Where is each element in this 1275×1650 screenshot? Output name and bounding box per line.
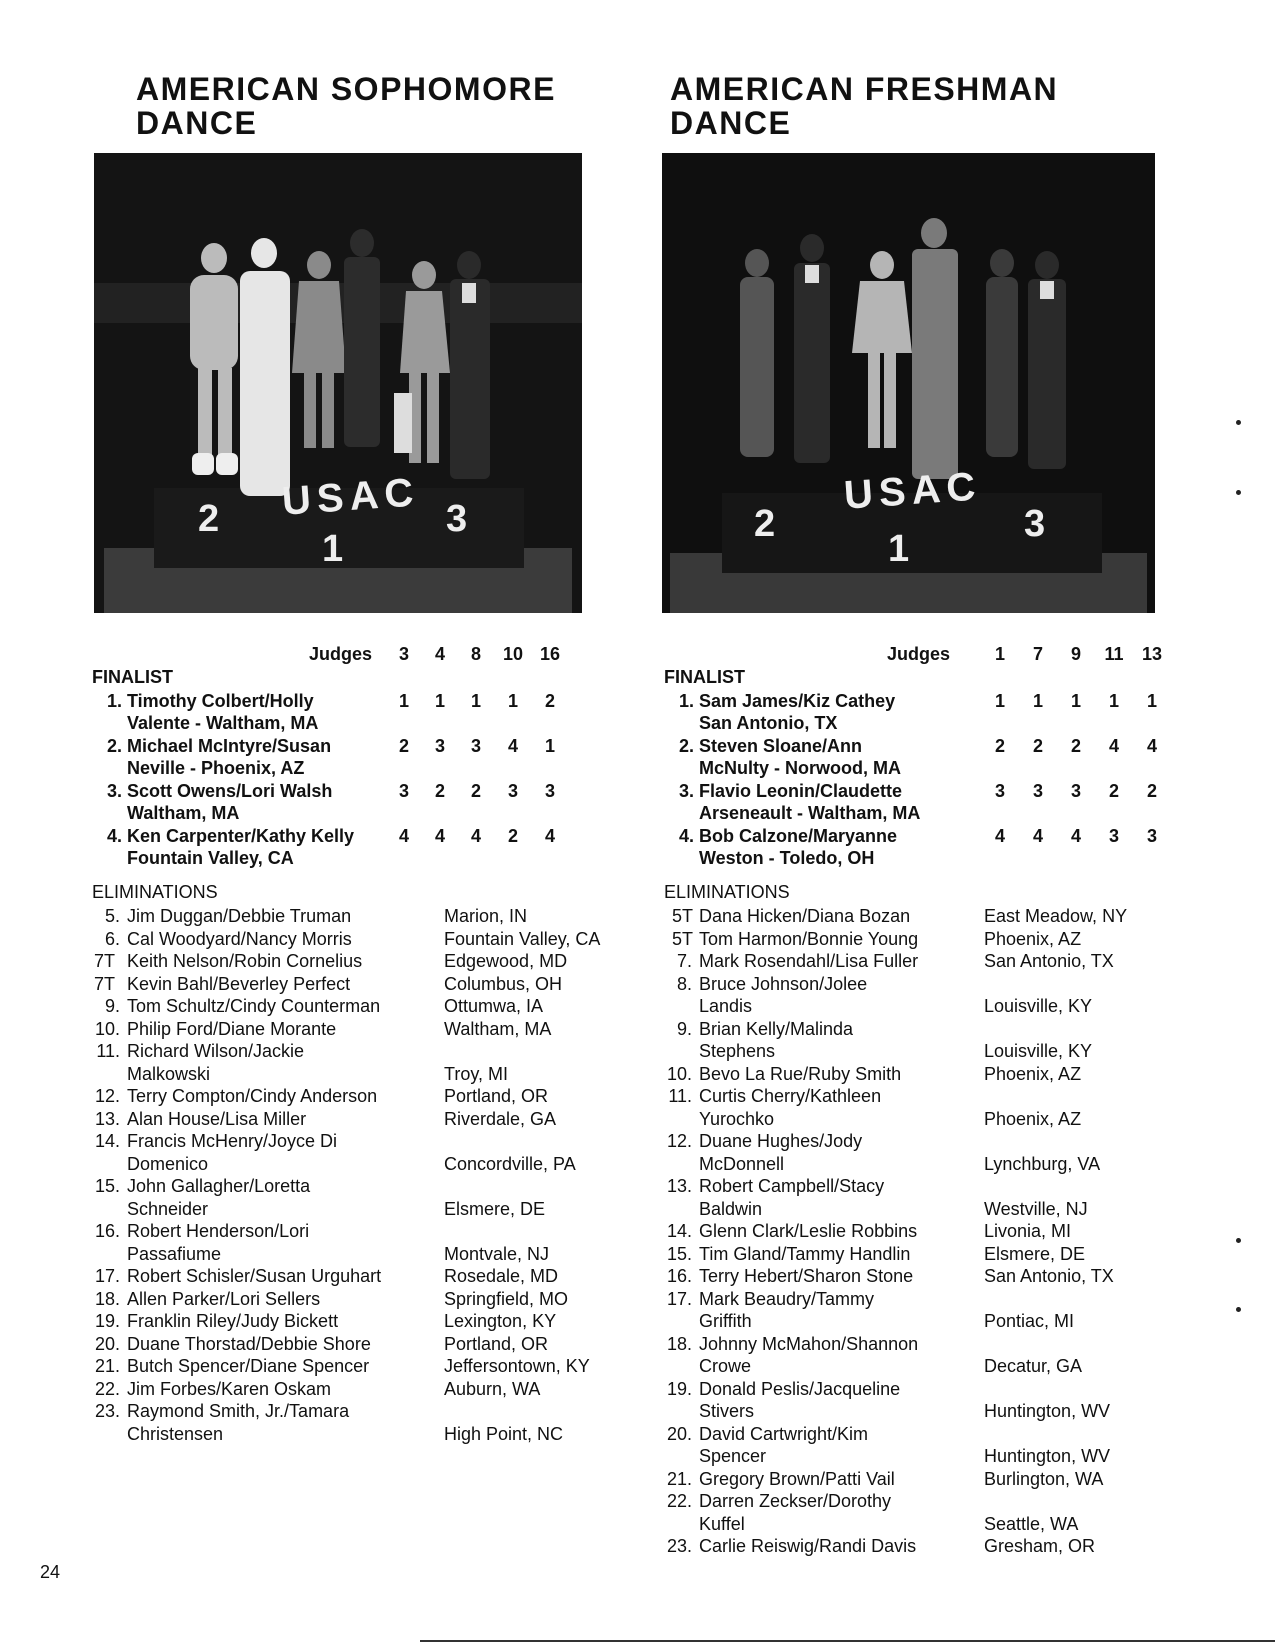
couple-name-continued: Stephens (699, 1041, 776, 1061)
couple-location: Pontiac, MI (984, 1311, 1075, 1331)
judge-number: 4 (434, 644, 445, 664)
finalist-heading: FINALIST (92, 667, 173, 687)
couple-name: Bruce Johnson/Jolee (699, 973, 868, 994)
couple-name: Richard Wilson/Jackie (127, 1041, 305, 1061)
judges-label: Judges (886, 644, 950, 664)
podium-second: 2 (198, 498, 220, 540)
couple-location: San Antonio, TX (984, 1266, 1114, 1286)
couple-name: Allen Parker/Lori Sellers (127, 1288, 321, 1309)
judges-header (90, 644, 590, 668)
placement: 10. (94, 1018, 120, 1039)
couple-location: Phoenix, AZ (984, 928, 1082, 949)
placement: 5T (672, 906, 694, 926)
placement: 10. (666, 1063, 692, 1084)
couple-location: Westville, NJ (984, 1198, 1088, 1219)
couple-location: McNulty - Norwood, MA (699, 758, 901, 778)
couple-location: Neville - Phoenix, AZ (127, 758, 305, 778)
couple-name-continued: Malkowski (127, 1063, 211, 1084)
couple-location: Springfield, MO (444, 1288, 569, 1309)
score: 1 (1146, 691, 1157, 711)
placement: 9. (676, 1018, 692, 1039)
couple-location: Seattle, WA (984, 1513, 1079, 1534)
couple-name: Brian Kelly/Malinda (699, 1018, 854, 1039)
score: 2 (507, 826, 518, 846)
couple-location: Fountain Valley, CA (444, 928, 601, 949)
scan-mark (1236, 1238, 1241, 1243)
couple-name: Bevo La Rue/Ruby Smith (699, 1063, 902, 1084)
couple-name: Robert Campbell/Stacy (699, 1176, 885, 1196)
couple-name: Scott Owens/Lori Walsh (127, 781, 333, 801)
score: 3 (994, 781, 1005, 801)
couple-location: Jeffersontown, KY (444, 1356, 590, 1376)
placement: 12. (666, 1131, 692, 1151)
couple-location: East Meadow, NY (984, 906, 1128, 926)
judge-number: 7 (1032, 644, 1043, 664)
score: 4 (544, 826, 555, 846)
finalist-row (662, 825, 1162, 871)
placement: 17. (94, 1266, 120, 1286)
couple-name: Dana Hicken/Diana Bozan (699, 906, 911, 926)
couple-name: Johnny McMahon/Shannon (699, 1333, 919, 1354)
podium-third: 3 (1024, 503, 1046, 545)
couple-name: Butch Spencer/Diane Spencer (127, 1356, 370, 1376)
podium-banner: USAC (280, 470, 421, 524)
couple-location: Troy, MI (444, 1063, 508, 1084)
placement: 23. (666, 1536, 692, 1556)
couple-name: Robert Henderson/Lori (127, 1221, 310, 1241)
placement: 7. (676, 951, 692, 971)
couple-name: Francis McHenry/Joyce Di (127, 1131, 338, 1151)
couple-location: Louisville, KY (984, 1041, 1093, 1061)
score: 1 (434, 691, 445, 711)
judge-number: 13 (1141, 644, 1163, 664)
judge-number: 8 (470, 644, 481, 664)
judge-number: 3 (398, 644, 409, 664)
couple-location: Phoenix, AZ (984, 1063, 1082, 1084)
score: 1 (470, 691, 481, 711)
couple-name: Philip Ford/Diane Morante (127, 1018, 337, 1039)
couple-name: Jim Forbes/Karen Oskam (127, 1378, 332, 1399)
couple-name: Robert Schisler/Susan Urguhart (127, 1266, 382, 1286)
couple-location: Montvale, NJ (444, 1243, 550, 1264)
placement: 13. (94, 1108, 120, 1129)
score: 3 (1070, 781, 1081, 801)
score: 4 (1146, 736, 1157, 756)
couple-location: Valente - Waltham, MA (127, 713, 319, 733)
section-title: AMERICAN SOPHOMORE DANCE (136, 71, 556, 141)
couple-location: Waltham, MA (444, 1018, 552, 1039)
page-number: 24 (40, 1562, 61, 1582)
score: 4 (507, 736, 518, 756)
judge-number: 9 (1070, 644, 1081, 664)
couple-name: Raymond Smith, Jr./Tamara (127, 1401, 350, 1421)
couple-location: Concordville, PA (444, 1153, 576, 1174)
couple-location: Lynchburg, VA (984, 1153, 1101, 1174)
placement: 13. (666, 1176, 692, 1196)
placement: 7T (94, 951, 116, 971)
couple-name: Alan House/Lisa Miller (127, 1108, 307, 1129)
score: 2 (1146, 781, 1157, 801)
couple-name: Franklin Riley/Judy Bickett (127, 1311, 339, 1331)
placement: 9. (104, 996, 120, 1016)
placement: 20. (94, 1333, 120, 1354)
score: 2 (544, 691, 555, 711)
placement: 12. (94, 1086, 120, 1106)
section-title: AMERICAN FRESHMAN DANCE (670, 71, 1059, 141)
score: 1 (1108, 691, 1119, 711)
score: 2 (470, 781, 481, 801)
placement: 8. (676, 973, 692, 994)
couple-location: San Antonio, TX (699, 713, 838, 733)
couple-name: Terry Hebert/Sharon Stone (699, 1266, 914, 1286)
couple-name: Gregory Brown/Patti Vail (699, 1468, 895, 1489)
placement: 22. (94, 1378, 120, 1399)
score: 3 (470, 736, 481, 756)
couple-name-continued: Griffith (699, 1311, 752, 1331)
score: 4 (1108, 736, 1119, 756)
score: 4 (470, 826, 481, 846)
couple-name-continued: Kuffel (699, 1513, 745, 1534)
couple-name: Cal Woodyard/Nancy Morris (127, 928, 352, 949)
podium-first: 1 (888, 528, 910, 570)
score: 4 (1032, 826, 1043, 846)
placement: 11. (96, 1041, 120, 1061)
score: 4 (398, 826, 409, 846)
score: 2 (434, 781, 445, 801)
score: 4 (1070, 826, 1081, 846)
placement: 14. (666, 1221, 692, 1241)
couple-name: Duane Thorstad/Debbie Shore (127, 1333, 371, 1354)
couple-location: San Antonio, TX (984, 951, 1114, 971)
couple-location: Decatur, GA (984, 1356, 1083, 1376)
couple-location: Auburn, WA (444, 1378, 541, 1399)
placement: 21. (666, 1468, 692, 1489)
placement: 19. (666, 1378, 692, 1399)
scan-mark (1236, 420, 1241, 425)
couple-name: Terry Compton/Cindy Anderson (127, 1086, 378, 1106)
couple-name: Darren Zeckser/Dorothy (699, 1491, 892, 1511)
score: 3 (1146, 826, 1157, 846)
couple-location: Marion, IN (444, 906, 528, 926)
score: 2 (398, 736, 409, 756)
couple-name: Keith Nelson/Robin Cornelius (127, 951, 363, 971)
couple-location: High Point, NC (444, 1423, 564, 1444)
podium-banner: USAC (842, 464, 983, 518)
score: 2 (1108, 781, 1119, 801)
couple-location: Phoenix, AZ (984, 1108, 1082, 1129)
couple-name: Bob Calzone/Maryanne (699, 826, 898, 846)
placement: 15. (666, 1243, 692, 1264)
placement: 16. (666, 1266, 692, 1286)
couple-location: Riverdale, GA (444, 1108, 557, 1129)
couple-location: Livonia, MI (984, 1221, 1072, 1241)
couple-name: Glenn Clark/Leslie Robbins (699, 1221, 918, 1241)
placement: 7T (94, 973, 116, 994)
score: 2 (1070, 736, 1081, 756)
couple-location: Elsmere, DE (984, 1243, 1086, 1264)
placement: 3. (106, 781, 122, 801)
placement: 2. (678, 736, 694, 756)
placement: 16. (94, 1221, 120, 1241)
couple-name: Flavio Leonin/Claudette (699, 781, 903, 801)
score: 3 (507, 781, 518, 801)
placement: 17. (666, 1288, 692, 1309)
couple-name: John Gallagher/Loretta (127, 1176, 311, 1196)
score: 3 (398, 781, 409, 801)
placement: 19. (94, 1311, 120, 1331)
placement: 15. (94, 1176, 120, 1196)
judge-number: 11 (1104, 644, 1124, 664)
couple-location: Ottumwa, IA (444, 996, 544, 1016)
couple-name-continued: Yurochko (699, 1108, 775, 1129)
finalist-heading: FINALIST (664, 667, 745, 687)
couple-location: Portland, OR (444, 1086, 549, 1106)
couple-location: Edgewood, MD (444, 951, 568, 971)
couple-name: Tim Gland/Tammy Handlin (699, 1243, 911, 1264)
score: 1 (994, 691, 1005, 711)
score: 3 (544, 781, 555, 801)
placement: 20. (666, 1423, 692, 1444)
finalist-row (90, 690, 590, 736)
scan-mark (1236, 490, 1241, 495)
score: 4 (434, 826, 445, 846)
score: 1 (398, 691, 409, 711)
podium-second: 2 (754, 503, 776, 545)
finalist-row (90, 735, 590, 781)
placement: 3. (678, 781, 694, 801)
couple-name-continued: Domenico (127, 1153, 209, 1174)
finalist-row (90, 780, 590, 826)
judges-header (662, 644, 1162, 668)
couple-name-continued: Landis (699, 996, 753, 1016)
couple-name-continued: Passafiume (127, 1243, 222, 1264)
couple-location: Elsmere, DE (444, 1198, 546, 1219)
couple-name: Tom Schultz/Cindy Counterman (127, 996, 381, 1016)
couple-name: Steven Sloane/Ann (699, 736, 863, 756)
couple-name: David Cartwright/Kim (699, 1423, 869, 1444)
couple-location: Lexington, KY (444, 1311, 557, 1331)
placement: 6. (104, 928, 120, 949)
placement: 4. (106, 826, 122, 846)
couple-name: Sam James/Kiz Cathey (699, 691, 896, 711)
score: 2 (1032, 736, 1043, 756)
couple-name-continued: Baldwin (699, 1198, 763, 1219)
couple-name-continued: McDonnell (699, 1153, 785, 1174)
placement: 1. (106, 691, 122, 711)
couple-name: Donald Peslis/Jacqueline (699, 1378, 901, 1399)
couple-location: Burlington, WA (984, 1468, 1104, 1489)
placement: 14. (94, 1131, 120, 1151)
couple-location: Huntington, WV (984, 1446, 1111, 1466)
couple-name: Kevin Bahl/Beverley Perfect (127, 973, 351, 994)
placement: 5. (104, 906, 120, 926)
judge-number: 1 (994, 644, 1005, 664)
placement: 22. (666, 1491, 692, 1511)
finalist-row (662, 780, 1162, 826)
couple-name: Duane Hughes/Jody (699, 1131, 863, 1151)
placement: 21. (94, 1356, 120, 1376)
placement: 23. (94, 1401, 120, 1421)
eliminations-heading: ELIMINATIONS (664, 882, 790, 902)
couple-location: Waltham, MA (127, 803, 240, 823)
judges-label: Judges (308, 644, 372, 664)
podium-third: 3 (446, 498, 468, 540)
couple-location: Huntington, WV (984, 1401, 1111, 1421)
couple-location: Weston - Toledo, OH (699, 848, 875, 868)
couple-location: Gresham, OR (984, 1536, 1096, 1556)
couple-location: Rosedale, MD (444, 1266, 559, 1286)
couple-location: Columbus, OH (444, 973, 563, 994)
couple-name-continued: Christensen (127, 1423, 224, 1444)
couple-name-continued: Stivers (699, 1401, 755, 1421)
finalist-row (662, 735, 1162, 781)
couple-name: Michael McIntyre/Susan (127, 736, 332, 756)
placement: 1. (678, 691, 694, 711)
placement: 18. (94, 1288, 120, 1309)
couple-location: Portland, OR (444, 1333, 549, 1354)
score: 1 (507, 691, 518, 711)
placement: 5T (672, 928, 694, 949)
couple-name: Timothy Colbert/Holly (127, 691, 314, 711)
placement: 2. (106, 736, 122, 756)
score: 3 (1108, 826, 1119, 846)
podium-photo (662, 153, 1155, 613)
couple-name-continued: Crowe (699, 1356, 752, 1376)
judge-number: 16 (539, 644, 561, 664)
couple-location: Fountain Valley, CA (127, 848, 294, 868)
score: 1 (544, 736, 555, 756)
score: 3 (434, 736, 445, 756)
couple-name: Curtis Cherry/Kathleen (699, 1086, 882, 1106)
placement: 11. (668, 1086, 692, 1106)
score: 1 (1070, 691, 1081, 711)
judge-number: 10 (502, 644, 524, 664)
finalist-row (662, 690, 1162, 736)
podium-photo (94, 153, 582, 613)
eliminations-heading: ELIMINATIONS (92, 882, 218, 902)
couple-name: Ken Carpenter/Kathy Kelly (127, 826, 355, 846)
podium-first: 1 (322, 528, 344, 570)
couple-name-continued: Spencer (699, 1446, 767, 1466)
couple-location: Louisville, KY (984, 996, 1093, 1016)
score: 4 (994, 826, 1005, 846)
bottom-rule (420, 1640, 1275, 1642)
placement: 18. (666, 1333, 692, 1354)
couple-location: Arseneault - Waltham, MA (699, 803, 921, 823)
placement: 4. (678, 826, 694, 846)
couple-name: Tom Harmon/Bonnie Young (699, 928, 919, 949)
scan-mark (1236, 1307, 1241, 1312)
couple-name: Mark Rosendahl/Lisa Fuller (699, 951, 919, 971)
couple-name: Carlie Reiswig/Randi Davis (699, 1536, 917, 1556)
couple-name: Mark Beaudry/Tammy (699, 1288, 875, 1309)
finalist-row (90, 825, 590, 871)
couple-name-continued: Schneider (127, 1198, 209, 1219)
score: 2 (994, 736, 1005, 756)
couple-name: Jim Duggan/Debbie Truman (127, 906, 352, 926)
score: 3 (1032, 781, 1043, 801)
score: 1 (1032, 691, 1043, 711)
